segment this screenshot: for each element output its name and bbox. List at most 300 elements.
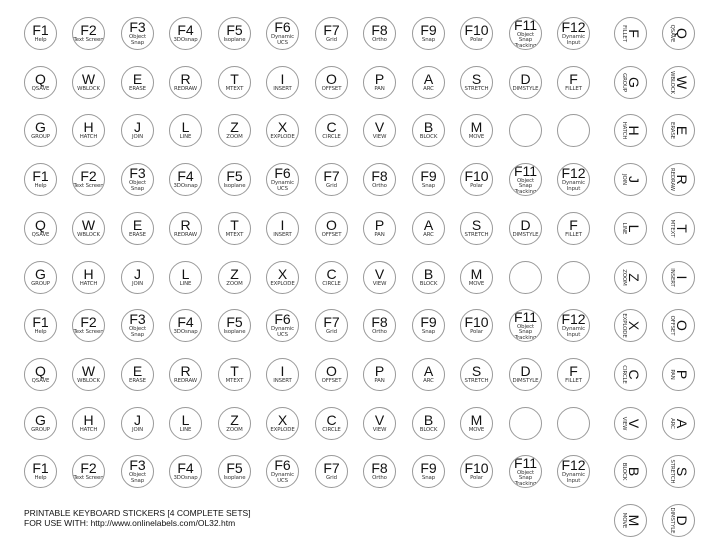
key-letter: F3 — [129, 165, 146, 182]
key-sticker — [24, 358, 57, 391]
key-letter: F2 — [80, 460, 97, 477]
key-command: QSAVE — [31, 378, 50, 385]
key-command: PAN — [374, 232, 385, 239]
key-letter: F8 — [371, 22, 388, 39]
key-sticker — [509, 17, 542, 50]
key-sticker — [614, 407, 647, 440]
key-command: Dynamic Input — [561, 34, 586, 46]
key-letter: F1 — [32, 22, 49, 39]
key-letter: P — [374, 217, 385, 234]
key-letter: R — [180, 71, 191, 88]
key-letter: B — [625, 466, 642, 477]
key-command: BLOCK — [419, 427, 438, 434]
key-letter: F4 — [177, 314, 194, 331]
key-sticker — [121, 358, 154, 391]
key-command: WBLOCK — [77, 232, 100, 239]
key-sticker — [72, 114, 105, 147]
key-sticker — [614, 17, 647, 50]
key-command: Help — [34, 37, 47, 44]
key-command: DIMSTYLE — [512, 232, 539, 239]
key-command: Polar — [470, 183, 483, 190]
key-sticker — [460, 212, 493, 245]
key-letter: O — [673, 320, 690, 331]
key-command: Ortho — [372, 183, 387, 190]
key-sticker — [614, 163, 647, 196]
key-letter: P — [374, 71, 385, 88]
key-sticker — [218, 358, 251, 391]
key-command: Text Screen — [73, 475, 104, 482]
key-command: LINE — [620, 222, 627, 235]
key-command: INSERT — [273, 86, 292, 93]
key-letter: F8 — [371, 314, 388, 331]
key-sticker — [169, 455, 202, 488]
key-command: EXPLODE — [270, 134, 295, 141]
key-command: OFFSET — [321, 232, 342, 239]
key-command: ZOOM — [226, 427, 243, 434]
key-letter: L — [625, 224, 642, 233]
key-sticker — [412, 455, 445, 488]
footer — [24, 508, 251, 528]
key-sticker — [614, 455, 647, 488]
key-letter: W — [673, 75, 690, 90]
key-command: Grid — [326, 475, 337, 482]
key-sticker — [72, 407, 105, 440]
key-command: Isoplane — [223, 329, 246, 336]
key-letter: A — [423, 217, 434, 234]
key-sticker — [460, 66, 493, 99]
key-command: Help — [34, 329, 47, 336]
key-letter: S — [471, 363, 482, 380]
key-letter: F10 — [464, 460, 489, 477]
key-sticker — [460, 114, 493, 147]
key-sticker — [24, 17, 57, 50]
key-sticker — [315, 212, 348, 245]
key-letter: F — [569, 71, 578, 88]
key-letter: Q — [673, 28, 690, 39]
key-sticker — [412, 358, 445, 391]
key-letter: F10 — [464, 22, 489, 39]
key-command: Isoplane — [223, 37, 246, 44]
key-sticker — [460, 261, 493, 294]
key-sticker — [363, 66, 396, 99]
key-letter: T — [230, 71, 239, 88]
key-command: WBLOCK — [668, 71, 675, 94]
key-command: FILLET — [565, 378, 582, 385]
key-command: ARC — [423, 86, 434, 93]
key-letter: X — [277, 412, 288, 429]
key-letter: R — [180, 217, 191, 234]
key-command: INSERT — [273, 232, 292, 239]
key-command: BLOCK — [620, 462, 627, 481]
key-sticker — [169, 407, 202, 440]
key-sticker — [169, 17, 202, 50]
key-sticker — [662, 212, 695, 245]
key-sticker — [266, 17, 299, 50]
key-letter: C — [326, 266, 337, 283]
key-letter: F8 — [371, 168, 388, 185]
key-sticker — [557, 358, 590, 391]
key-command: CIRCLE — [322, 427, 341, 434]
key-command: EXPLODE — [620, 313, 627, 338]
key-sticker — [266, 261, 299, 294]
key-command: 3DOsnap — [173, 37, 198, 44]
key-command: Help — [34, 475, 47, 482]
key-letter: D — [520, 363, 531, 380]
key-sticker — [363, 114, 396, 147]
key-command: ZOOM — [226, 134, 243, 141]
key-command: INSERT — [668, 268, 675, 287]
key-sticker — [218, 66, 251, 99]
key-sticker — [169, 309, 202, 342]
key-sticker — [412, 212, 445, 245]
key-letter: I — [280, 217, 285, 234]
key-command: REDRAW — [668, 168, 675, 191]
key-letter: F — [569, 363, 578, 380]
key-sticker — [509, 212, 542, 245]
key-sticker — [266, 163, 299, 196]
key-sticker — [121, 163, 154, 196]
key-sticker — [218, 407, 251, 440]
key-sticker — [315, 66, 348, 99]
key-letter: F12 — [561, 165, 586, 182]
key-command: Object Snap — [129, 326, 146, 338]
key-command: Polar — [470, 37, 483, 44]
key-letter: H — [83, 266, 94, 283]
key-sticker — [315, 358, 348, 391]
key-command: Help — [34, 183, 47, 190]
key-sticker — [460, 455, 493, 488]
key-sticker — [72, 212, 105, 245]
key-letter: B — [423, 266, 434, 283]
key-command: Dynamic Input — [561, 180, 586, 192]
key-letter: F10 — [464, 314, 489, 331]
key-command: Object Snap Tracking — [514, 177, 537, 195]
key-letter: G — [625, 77, 642, 88]
key-letter: J — [134, 266, 141, 283]
footer-title: PRINTABLE KEYBOARD STICKERS [4 COMPLETE SETS] — [24, 508, 251, 518]
key-sticker — [662, 309, 695, 342]
key-letter: M — [470, 412, 483, 429]
key-command: LINE — [179, 281, 192, 288]
key-command: OFFSET — [668, 315, 675, 336]
key-command: GROUP — [31, 134, 50, 141]
key-sticker — [315, 114, 348, 147]
key-command: Object Snap — [129, 180, 146, 192]
key-command: Object Snap Tracking — [514, 469, 537, 487]
key-command: JOIN — [131, 427, 144, 434]
key-letter: C — [625, 369, 642, 380]
key-sticker — [72, 163, 105, 196]
key-letter: W — [81, 71, 96, 88]
key-sticker — [24, 261, 57, 294]
key-letter: F2 — [80, 168, 97, 185]
key-sticker — [363, 212, 396, 245]
key-command: Text Screen — [73, 37, 104, 44]
key-command: ERASE — [668, 122, 675, 139]
key-sticker — [662, 66, 695, 99]
key-letter: A — [673, 418, 690, 429]
key-command: GROUP — [31, 427, 50, 434]
key-letter: V — [374, 119, 385, 136]
key-letter: F8 — [371, 460, 388, 477]
key-sticker — [557, 407, 590, 440]
key-sticker — [121, 455, 154, 488]
key-sticker — [266, 212, 299, 245]
key-command: CIRCLE — [322, 281, 341, 288]
key-letter: X — [277, 119, 288, 136]
key-command: Object Snap Tracking — [514, 31, 537, 49]
key-command: HATCH — [79, 281, 98, 288]
key-command: HATCH — [620, 121, 627, 140]
key-letter: F11 — [513, 455, 538, 471]
key-sticker — [121, 309, 154, 342]
key-command: ZOOM — [620, 269, 627, 286]
key-letter: F2 — [80, 314, 97, 331]
key-command: HATCH — [79, 134, 98, 141]
key-command: MTEXT — [668, 219, 675, 238]
key-letter: G — [35, 266, 46, 283]
key-letter: R — [673, 174, 690, 185]
key-sticker — [72, 17, 105, 50]
key-command: INSERT — [273, 378, 292, 385]
key-sticker — [315, 407, 348, 440]
key-command: QSAVE — [668, 24, 675, 43]
key-sticker — [121, 66, 154, 99]
key-command: ZOOM — [226, 281, 243, 288]
key-letter: H — [83, 412, 94, 429]
key-sticker — [266, 358, 299, 391]
key-sticker — [614, 212, 647, 245]
key-command: Text Screen — [73, 329, 104, 336]
key-sticker — [662, 261, 695, 294]
key-letter: C — [326, 119, 337, 136]
key-command: EXPLODE — [270, 427, 295, 434]
key-letter: F5 — [226, 168, 243, 185]
key-letter: O — [326, 71, 337, 88]
key-sticker — [509, 407, 542, 440]
key-command: 3DOsnap — [173, 183, 198, 190]
key-sticker — [315, 163, 348, 196]
key-sticker — [72, 66, 105, 99]
key-letter: V — [374, 412, 385, 429]
key-letter: Z — [625, 273, 642, 282]
key-sticker — [614, 66, 647, 99]
key-letter: F9 — [420, 168, 437, 185]
key-command: PAN — [374, 86, 385, 93]
key-sticker — [24, 407, 57, 440]
key-letter: J — [134, 412, 141, 429]
key-command: Isoplane — [223, 475, 246, 482]
key-letter: Z — [230, 266, 239, 283]
key-letter: F5 — [226, 460, 243, 477]
key-sticker — [266, 455, 299, 488]
key-command: OFFSET — [321, 378, 342, 385]
key-sticker — [557, 261, 590, 294]
key-letter: E — [132, 71, 143, 88]
key-letter: F — [625, 29, 642, 38]
key-letter: P — [673, 369, 690, 380]
key-command: FILLET — [565, 86, 582, 93]
key-command: FILLET — [620, 25, 627, 42]
key-sticker — [460, 407, 493, 440]
key-sticker — [363, 407, 396, 440]
key-letter: F7 — [323, 314, 340, 331]
key-sticker — [218, 163, 251, 196]
key-sticker — [662, 455, 695, 488]
key-command: Grid — [326, 329, 337, 336]
key-command: VIEW — [620, 416, 627, 431]
key-sticker — [266, 66, 299, 99]
key-command: LINE — [179, 134, 192, 141]
key-sticker — [24, 212, 57, 245]
key-command: DIMSTYLE — [512, 378, 539, 385]
key-letter: E — [132, 363, 143, 380]
key-command: MOVE — [468, 427, 485, 434]
key-sticker — [315, 455, 348, 488]
key-sticker — [169, 163, 202, 196]
key-sticker — [662, 163, 695, 196]
key-letter: T — [673, 224, 690, 233]
key-letter: F11 — [513, 17, 538, 33]
key-sticker — [662, 504, 695, 537]
key-letter: M — [625, 514, 642, 527]
key-letter: L — [181, 412, 190, 429]
key-letter: D — [520, 217, 531, 234]
key-sticker — [266, 114, 299, 147]
key-sticker — [24, 163, 57, 196]
key-sticker — [662, 358, 695, 391]
key-letter: D — [673, 515, 690, 526]
key-sticker — [460, 163, 493, 196]
key-sticker — [460, 309, 493, 342]
key-command: Ortho — [372, 475, 387, 482]
key-letter: O — [326, 363, 337, 380]
key-letter: R — [180, 363, 191, 380]
key-letter: F7 — [323, 460, 340, 477]
key-command: GROUP — [31, 281, 50, 288]
key-sticker — [72, 455, 105, 488]
key-sticker — [218, 212, 251, 245]
key-sticker — [218, 261, 251, 294]
key-letter: T — [230, 363, 239, 380]
key-letter: L — [181, 119, 190, 136]
key-letter: F1 — [32, 168, 49, 185]
key-command: Ortho — [372, 37, 387, 44]
key-letter: F4 — [177, 168, 194, 185]
key-sticker — [363, 455, 396, 488]
key-command: Object Snap Tracking — [514, 323, 537, 341]
key-letter: F1 — [32, 314, 49, 331]
key-sticker — [614, 504, 647, 537]
key-sticker — [557, 114, 590, 147]
key-letter: F3 — [129, 311, 146, 328]
key-command: GROUP — [620, 73, 627, 92]
key-sticker — [557, 212, 590, 245]
key-command: HATCH — [79, 427, 98, 434]
key-sticker — [614, 261, 647, 294]
key-sticker — [121, 17, 154, 50]
key-command: 3DOsnap — [173, 475, 198, 482]
key-sticker — [315, 261, 348, 294]
key-command: MTEXT — [225, 232, 244, 239]
key-letter: W — [81, 217, 96, 234]
key-command: Polar — [470, 475, 483, 482]
key-command: STRETCH — [464, 378, 489, 385]
key-command: ARC — [423, 232, 434, 239]
key-command: JOIN — [131, 281, 144, 288]
key-letter: F12 — [561, 311, 586, 328]
key-letter: M — [470, 266, 483, 283]
key-sticker — [614, 358, 647, 391]
key-letter: V — [374, 266, 385, 283]
key-letter: C — [326, 412, 337, 429]
key-command: BLOCK — [419, 134, 438, 141]
key-letter: B — [423, 412, 434, 429]
key-command: REDRAW — [174, 378, 197, 385]
key-letter: X — [625, 320, 642, 331]
key-letter: F6 — [274, 457, 291, 474]
key-letter: F9 — [420, 460, 437, 477]
key-command: Snap — [421, 329, 436, 336]
key-letter: F4 — [177, 460, 194, 477]
key-letter: I — [673, 275, 690, 280]
key-sticker — [121, 114, 154, 147]
key-letter: O — [326, 217, 337, 234]
key-sticker — [557, 455, 590, 488]
key-command: WBLOCK — [77, 378, 100, 385]
key-command: Grid — [326, 37, 337, 44]
key-command: EXPLODE — [270, 281, 295, 288]
key-sticker — [266, 309, 299, 342]
key-command: 3DOsnap — [173, 329, 198, 336]
key-letter: G — [35, 412, 46, 429]
key-letter: F4 — [177, 22, 194, 39]
key-sticker — [315, 309, 348, 342]
key-sticker — [72, 261, 105, 294]
key-letter: F1 — [32, 460, 49, 477]
key-sticker — [169, 114, 202, 147]
key-sticker — [266, 407, 299, 440]
key-letter: I — [280, 363, 285, 380]
key-letter: B — [423, 119, 434, 136]
key-sticker — [24, 309, 57, 342]
key-command: ARC — [423, 378, 434, 385]
key-sticker — [169, 261, 202, 294]
key-sticker — [509, 163, 542, 196]
key-sticker — [460, 17, 493, 50]
key-sticker — [169, 212, 202, 245]
key-sticker — [363, 17, 396, 50]
key-sticker — [24, 455, 57, 488]
key-sticker — [509, 455, 542, 488]
key-letter: W — [81, 363, 96, 380]
key-letter: J — [625, 176, 642, 183]
key-sticker — [121, 212, 154, 245]
key-sticker — [614, 309, 647, 342]
key-command: Text Screen — [73, 183, 104, 190]
key-sticker — [557, 163, 590, 196]
key-sticker — [121, 261, 154, 294]
key-letter: F7 — [323, 22, 340, 39]
key-sticker — [412, 163, 445, 196]
key-command: LINE — [179, 427, 192, 434]
key-sticker — [169, 358, 202, 391]
key-command: STRETCH — [464, 86, 489, 93]
key-letter: Q — [35, 363, 46, 380]
key-command: Snap — [421, 475, 436, 482]
key-command: Isoplane — [223, 183, 246, 190]
key-command: Dynamic UCS — [270, 326, 295, 338]
